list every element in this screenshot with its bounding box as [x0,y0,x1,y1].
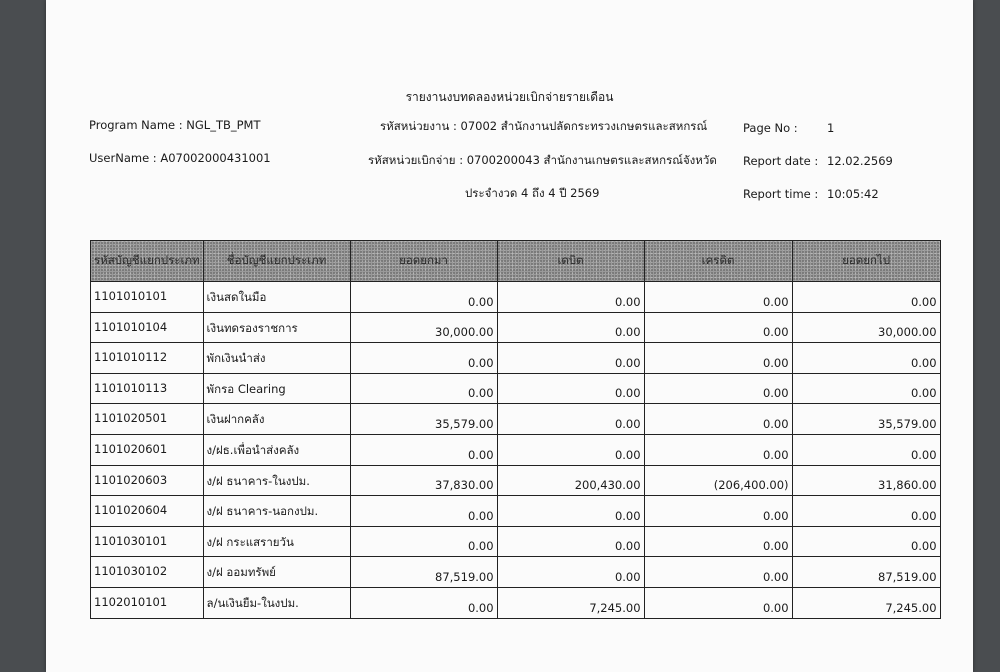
table-row [91,312,941,343]
table-row [91,434,941,465]
closing-balance-cell: 0.00 [792,282,940,313]
account-name-cell: ง/ฝ กระแสรายวัน [203,526,350,557]
debit-cell: 7,245.00 [497,587,644,618]
header-credit: เครดิต [644,241,792,282]
table-row [91,557,941,588]
credit-cell: 0.00 [644,343,792,374]
account-code-cell: 1101010101 [91,282,204,313]
debit-cell: 200,430.00 [497,465,644,496]
page-no-label: Page No : [743,121,798,135]
header-opening-balance: ยอดยกมา [350,241,497,282]
account-name-cell: เงินสดในมือ [203,282,350,313]
closing-balance-cell: 30,000.00 [792,312,940,343]
opening-balance-cell: 0.00 [350,587,497,618]
account-code-cell: 1101020501 [91,404,204,435]
closing-balance-cell: 0.00 [792,526,940,557]
opening-balance-cell: 0.00 [350,343,497,374]
credit-cell: 0.00 [644,434,792,465]
debit-cell: 0.00 [497,526,644,557]
header-debit: เดบิต [497,241,644,282]
debit-cell: 0.00 [497,496,644,527]
report-title: รายงานงบทดลองหน่วยเบิกจ่ายรายเดือน [405,90,614,104]
credit-cell: 0.00 [644,587,792,618]
closing-balance-cell: 0.00 [792,434,940,465]
account-name-cell: ง/ฝธ.เพื่อนำส่งคลัง [203,434,350,465]
debit-cell: 0.00 [497,282,644,313]
account-code-cell: 1101030102 [91,557,204,588]
closing-balance-cell: 35,579.00 [792,404,940,435]
debit-cell: 0.00 [497,343,644,374]
account-name-cell: ง/ฝ ธนาคาร-ในงปม. [203,465,350,496]
table-row [91,282,941,313]
debit-cell: 0.00 [497,557,644,588]
table-row [91,373,941,404]
debit-cell: 0.00 [497,373,644,404]
opening-balance-cell: 37,830.00 [350,465,497,496]
program-name: Program Name : NGL_TB_PMT [89,118,261,132]
username: UserName : A07002000431001 [89,151,271,165]
credit-cell: 0.00 [644,404,792,435]
opening-balance-cell: 0.00 [350,434,497,465]
closing-balance-cell: 0.00 [792,373,940,404]
report-time-value: 10:05:42 [827,187,879,201]
account-name-cell: ง/ฝ ออมทรัพย์ [203,557,350,588]
trial-balance-table [90,240,941,619]
account-code-cell: 1101030101 [91,526,204,557]
debit-cell: 0.00 [497,404,644,435]
header-account-code: รหัสบัญชีแยกประเภท [91,241,204,282]
account-name-cell: ง/ฝ ธนาคาร-นอกงปม. [203,496,350,527]
closing-balance-cell: 0.00 [792,343,940,374]
disbursing-unit: รหัสหน่วยเบิกจ่าย : 0700200043 สำนักงานเกษตรและสหกรณ์จังหวัด [368,153,717,167]
credit-cell: 0.00 [644,496,792,527]
credit-cell: 0.00 [644,312,792,343]
table-row [91,587,941,618]
closing-balance-cell: 0.00 [792,496,940,527]
account-code-cell: 1101010112 [91,343,204,374]
opening-balance-cell: 0.00 [350,526,497,557]
account-name-cell: พักรอ Clearing [203,373,350,404]
credit-cell: 0.00 [644,373,792,404]
credit-cell: 0.00 [644,557,792,588]
report-date-value: 12.02.2569 [827,154,893,168]
period: ประจำงวด 4 ถึง 4 ปี 2569 [465,186,600,200]
closing-balance-cell: 7,245.00 [792,587,940,618]
opening-balance-cell: 87,519.00 [350,557,497,588]
credit-cell: (206,400.00) [644,465,792,496]
account-name-cell: ล/นเงินยืม-ในงปม. [203,587,350,618]
credit-cell: 0.00 [644,282,792,313]
header-account-name: ชื่อบัญชีแยกประเภท [203,241,350,282]
opening-balance-cell: 0.00 [350,496,497,527]
opening-balance-cell: 0.00 [350,282,497,313]
header-closing-balance: ยอดยกไป [792,241,940,282]
page-no-value: 1 [827,121,835,135]
account-name-cell: เงินฝากคลัง [203,404,350,435]
report-page [46,0,973,672]
closing-balance-cell: 87,519.00 [792,557,940,588]
report-time-label: Report time : [743,187,819,201]
account-code-cell: 1101020604 [91,496,204,527]
account-code-cell: 1101020603 [91,465,204,496]
opening-balance-cell: 0.00 [350,373,497,404]
account-code-cell: 1101020601 [91,434,204,465]
table-row [91,526,941,557]
opening-balance-cell: 30,000.00 [350,312,497,343]
debit-cell: 0.00 [497,434,644,465]
table-row [91,343,941,374]
opening-balance-cell: 35,579.00 [350,404,497,435]
table-row [91,465,941,496]
table-header-row [91,241,941,282]
credit-cell: 0.00 [644,526,792,557]
table-row [91,404,941,435]
table-row [91,496,941,527]
debit-cell: 0.00 [497,312,644,343]
account-name-cell: เงินทดรองราชการ [203,312,350,343]
account-code-cell: 1101010104 [91,312,204,343]
closing-balance-cell: 31,860.00 [792,465,940,496]
account-code-cell: 1101010113 [91,373,204,404]
report-date-label: Report date : [743,154,819,168]
agency-code: รหัสหน่วยงาน : 07002 สำนักงานปลัดกระทรวงเกษตรและสหกรณ์ [380,119,708,133]
account-name-cell: พักเงินนำส่ง [203,343,350,374]
account-code-cell: 1102010101 [91,587,204,618]
